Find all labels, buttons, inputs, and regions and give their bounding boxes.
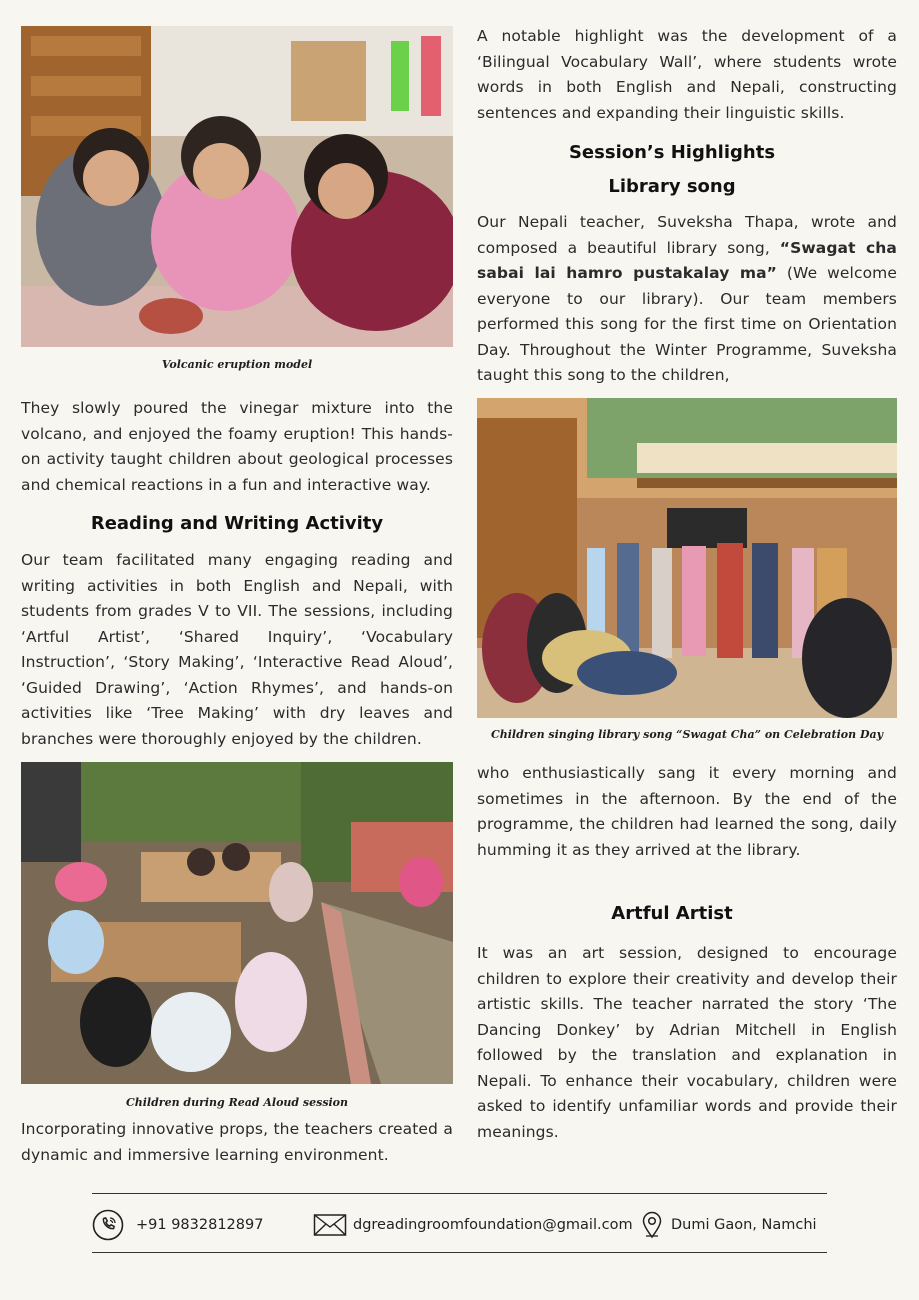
address-text: Dumi Gaon, Namchi <box>671 1217 817 1233</box>
library-song-caption: Children singing library song “Swagat Cha” on Celebration Day <box>490 728 884 741</box>
readaloud-caption: Children during Read Aloud session <box>125 1096 349 1109</box>
email-address: dgreadingroomfoundation@gmail.com <box>353 1217 633 1233</box>
phone-icon <box>92 1209 124 1241</box>
props-paragraph: Incorporating innovative props, the teachers created a dynamic and immersive learning environment. <box>21 1120 453 1164</box>
readaloud-photo <box>21 762 453 1084</box>
library-song-title: “Swagat cha sabai lai hamro pustakalay ma” <box>477 238 897 282</box>
footer-bottom-divider <box>92 1252 827 1253</box>
reading-writing-paragraph: Our team facilitated many engaging reading and writing activities in both English and Nepali, with students from grades V to VII. The sessions, including ‘Artful Artist’, ‘Shared Inquiry’, ‘Vocabulary Instruction’, ‘Story Making’, ‘Interactive Read Aloud’, ‘Guided Drawing’, ‘Action Rhymes’, and hands-on activities like ‘Tree Making’ with dry leaves and branches were thoroughly enjoyed by the children. <box>21 551 453 748</box>
location-pin-icon <box>641 1211 663 1239</box>
artful-artist-paragraph: It was an art session, designed to encourage children to explore their creativity and develop their artistic skills. The teacher narrated the story ‘The Dancing Donkey’ by Adrian Mitchell in English followed by the translation and explanation in Nepali. To enhance their vocabulary, children were asked to identify unfamiliar words and provide their meanings. <box>477 944 897 1141</box>
volcano-paragraph: They slowly poured the vinegar mixture into the volcano, and enjoyed the foamy eruption! This hands-on activity taught children about geological processes and chemical reactions in a fun and interactive way. <box>21 399 453 494</box>
footer-top-divider <box>92 1193 827 1194</box>
library-song-paragraph <box>477 210 897 389</box>
footer-address <box>641 1208 817 1242</box>
session-highlights-heading: Session’s Highlights <box>568 142 776 163</box>
volcano-caption: Volcanic eruption model <box>161 358 313 371</box>
footer-email[interactable] <box>313 1208 633 1242</box>
library-song-continued-paragraph: who enthusiastically sang it every morning and sometimes in the afternoon. By the end of the programme, the children had learned the song, daily humming it as they arrived at the library. <box>477 764 897 859</box>
library-song-heading: Library song <box>608 176 736 197</box>
volcano-photo <box>21 26 453 347</box>
library-text-after: (We welcome everyone to our library). Our team members performed this song for the first time on Orientation Day. Throughout the Winter Programme, Suveksha taught this song to the children, <box>477 264 897 384</box>
reading-writing-heading: Reading and Writing Activity <box>90 513 384 534</box>
vocabulary-wall-paragraph: A notable highlight was the development of a ‘Bilingual Vocabulary Wall’, where students wrote words in both English and Nepali, constructing sentences and expanding their linguistic skills. <box>477 27 897 122</box>
library-text-before: Our Nepali teacher, Suveksha Thapa, wrote and composed a beautiful library song, <box>477 213 897 257</box>
library-song-photo <box>477 398 897 718</box>
phone-number: +91 9832812897 <box>136 1217 264 1233</box>
footer-phone[interactable] <box>92 1208 263 1242</box>
artful-artist-heading: Artful Artist <box>611 903 733 924</box>
mail-icon <box>313 1213 347 1237</box>
